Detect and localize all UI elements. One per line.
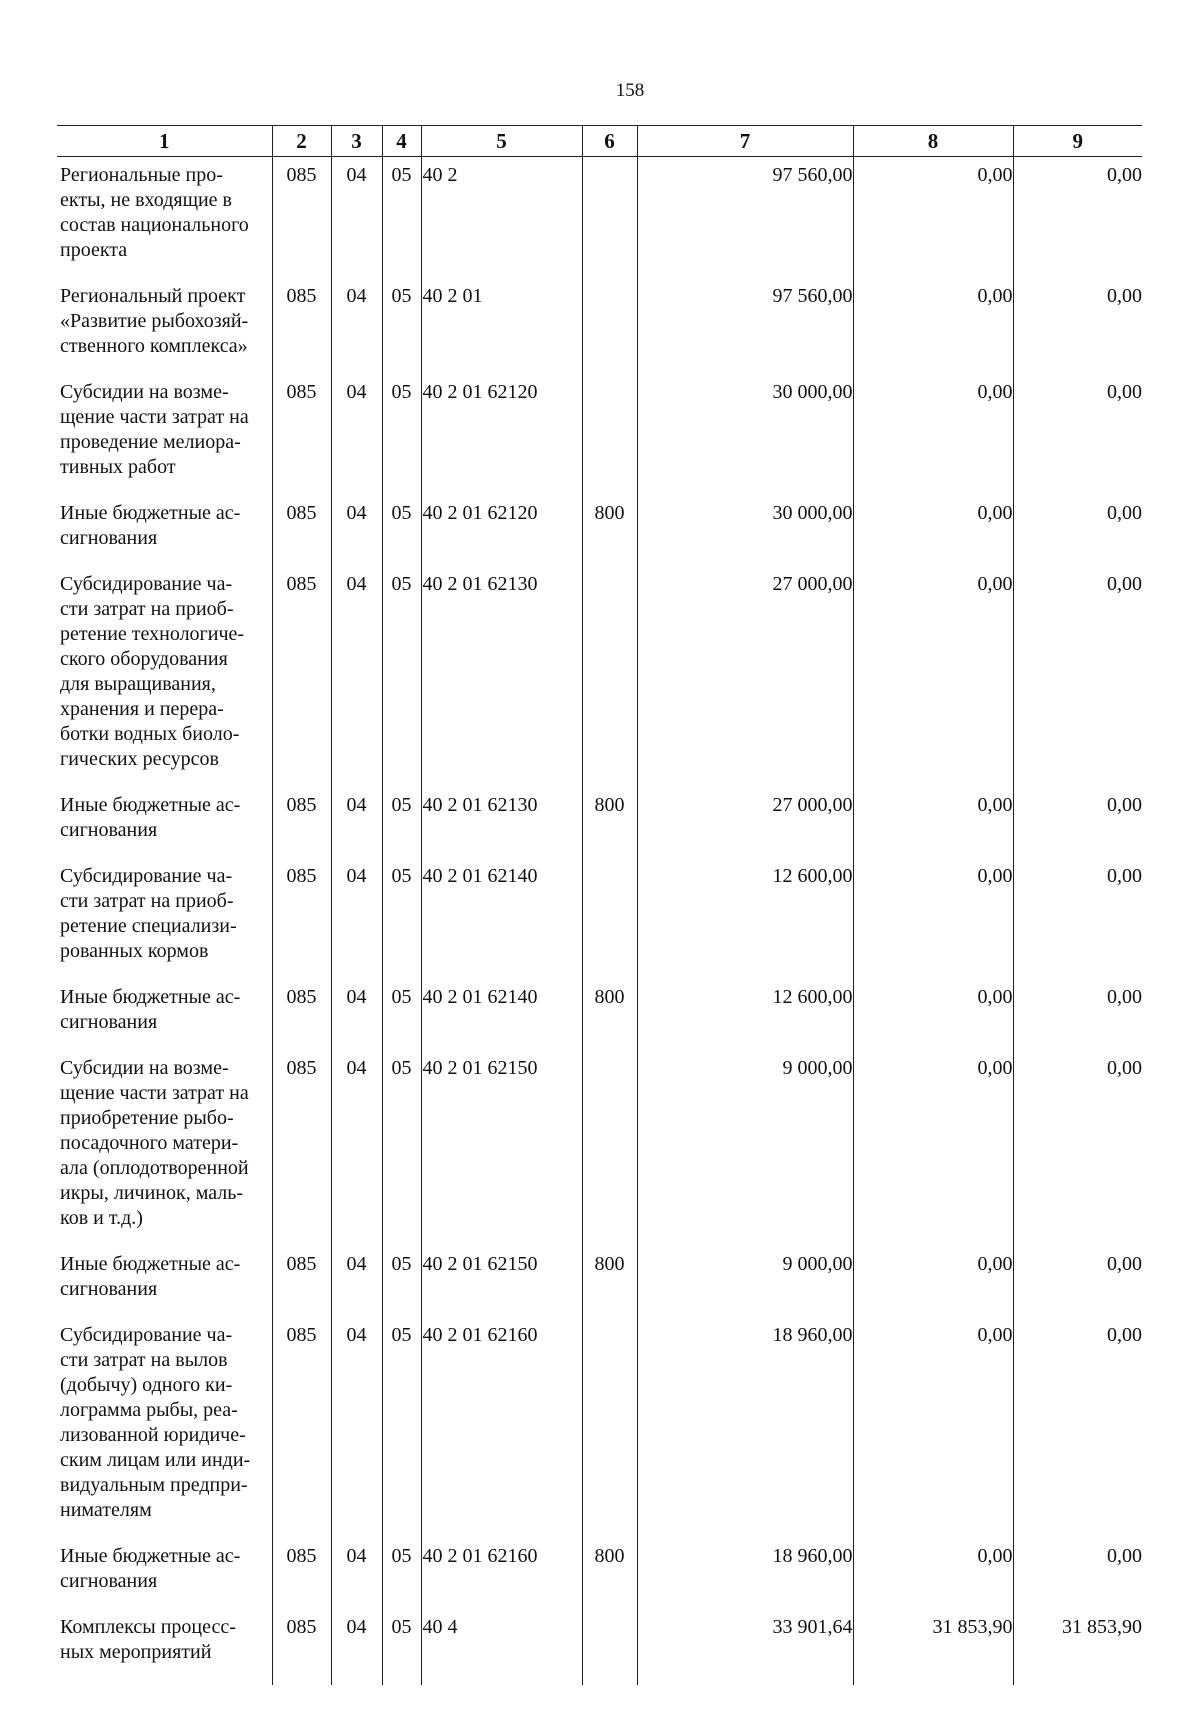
cell-amount-col8: 0,00 (853, 157, 1013, 279)
cell-section: 04 (331, 1317, 382, 1538)
cell-section: 04 (331, 374, 382, 495)
cell-target-article: 40 2 01 62130 (421, 787, 582, 858)
row-name: Иные бюджетные ас- сигнования (60, 986, 241, 1033)
cell-section: 04 (331, 979, 382, 1050)
cell-target-article: 40 2 01 (421, 278, 582, 374)
cell-amount-col9: 0,00 (1013, 374, 1142, 495)
cell-amount-col7: 18 960,00 (637, 1317, 853, 1538)
cell-expense-type (582, 858, 637, 979)
cell-section: 04 (331, 858, 382, 979)
table-row (57, 374, 1142, 495)
table-row (57, 787, 1142, 858)
row-name: Комплексы процесс- ных мероприятий (60, 1616, 236, 1663)
cell-subsection: 05 (382, 1609, 421, 1685)
cell-ministry-code: 085 (272, 1609, 331, 1685)
cell-amount-col9: 0,00 (1013, 157, 1142, 279)
table-row (57, 1050, 1142, 1246)
cell-target-article: 40 2 01 62120 (421, 374, 582, 495)
cell-subsection: 05 (382, 1317, 421, 1538)
cell-expense-type (582, 157, 637, 279)
row-name: Субсидирование ча- сти затрат на приоб- ретение специализи- рованных кормов (60, 865, 237, 962)
cell-ministry-code: 085 (272, 495, 331, 566)
cell-amount-col7: 27 000,00 (637, 566, 853, 787)
row-name: Иные бюджетные ас- сигнования (60, 794, 241, 841)
page-number: 158 (615, 80, 645, 101)
cell-ministry-code: 085 (272, 157, 331, 279)
table-body (57, 157, 1142, 1686)
cell-amount-col7: 30 000,00 (637, 495, 853, 566)
cell-amount-col8: 0,00 (853, 374, 1013, 495)
cell-target-article: 40 2 01 62160 (421, 1538, 582, 1609)
cell-amount-col7: 97 560,00 (637, 278, 853, 374)
row-name: Субсидии на возме- щение части затрат на проведение мелиора- тивных работ (60, 381, 249, 478)
cell-amount-col9: 0,00 (1013, 495, 1142, 566)
row-name: Иные бюджетные ас- сигнования (60, 502, 241, 549)
cell-section: 04 (331, 787, 382, 858)
cell-subsection: 05 (382, 278, 421, 374)
cell-amount-col7: 12 600,00 (637, 858, 853, 979)
cell-subsection: 05 (382, 787, 421, 858)
table-row (57, 858, 1142, 979)
cell-expense-type (582, 374, 637, 495)
cell-expense-type (582, 1609, 637, 1685)
cell-amount-col7: 97 560,00 (637, 157, 853, 279)
cell-expense-type: 800 (582, 979, 637, 1050)
cell-expense-type: 800 (582, 1246, 637, 1317)
column-header-2: 2 (272, 126, 331, 157)
cell-section: 04 (331, 278, 382, 374)
cell-amount-col7: 9 000,00 (637, 1246, 853, 1317)
cell-amount-col9: 0,00 (1013, 979, 1142, 1050)
row-name: Региональные про- екты, не входящие в состав национального проекта (60, 164, 249, 261)
cell-amount-col9: 0,00 (1013, 566, 1142, 787)
cell-amount-col7: 30 000,00 (637, 374, 853, 495)
cell-amount-col8: 0,00 (853, 1538, 1013, 1609)
table-row (57, 278, 1142, 374)
cell-amount-col7: 27 000,00 (637, 787, 853, 858)
cell-section: 04 (331, 1538, 382, 1609)
cell-section: 04 (331, 495, 382, 566)
cell-section: 04 (331, 566, 382, 787)
table-row (57, 566, 1142, 787)
cell-amount-col8: 0,00 (853, 566, 1013, 787)
table-row (57, 157, 1142, 279)
cell-amount-col9: 0,00 (1013, 858, 1142, 979)
cell-amount-col7: 33 901,64 (637, 1609, 853, 1685)
cell-expense-type: 800 (582, 787, 637, 858)
row-name: Субсидии на возме- щение части затрат на приобретение рыбо- посадочного матери- ала (оплодотворенной икры, личинок, маль- ков и т.д.) (60, 1057, 249, 1229)
cell-target-article: 40 2 01 62150 (421, 1246, 582, 1317)
column-header-9: 9 (1013, 126, 1142, 157)
cell-amount-col8: 0,00 (853, 1317, 1013, 1538)
column-header-3: 3 (331, 126, 382, 157)
column-header-6: 6 (582, 126, 637, 157)
cell-subsection: 05 (382, 374, 421, 495)
cell-target-article: 40 2 01 62140 (421, 979, 582, 1050)
cell-amount-col8: 0,00 (853, 278, 1013, 374)
cell-amount-col7: 12 600,00 (637, 979, 853, 1050)
row-name: Иные бюджетные ас- сигнования (60, 1253, 241, 1300)
cell-expense-type (582, 566, 637, 787)
cell-target-article: 40 2 01 62120 (421, 495, 582, 566)
table-header (57, 126, 1142, 157)
cell-amount-col9: 0,00 (1013, 1050, 1142, 1246)
cell-subsection: 05 (382, 979, 421, 1050)
cell-target-article: 40 2 01 62130 (421, 566, 582, 787)
budget-table (57, 125, 1142, 1685)
cell-amount-col9: 0,00 (1013, 1317, 1142, 1538)
cell-subsection: 05 (382, 566, 421, 787)
header-row (57, 126, 1142, 157)
cell-subsection: 05 (382, 495, 421, 566)
cell-amount-col8: 0,00 (853, 1246, 1013, 1317)
table-row (57, 495, 1142, 566)
cell-ministry-code: 085 (272, 858, 331, 979)
cell-amount-col8: 0,00 (853, 787, 1013, 858)
row-name: Субсидирование ча- сти затрат на вылов (добычу) одного ки- лограмма рыбы, реа- лизованной юридиче- ским лицам или инди- видуальным предпри- нимателям (60, 1324, 251, 1521)
column-header-5: 5 (421, 126, 582, 157)
cell-subsection: 05 (382, 1246, 421, 1317)
cell-expense-type: 800 (582, 495, 637, 566)
column-header-1: 1 (57, 126, 272, 157)
row-name: Региональный проект «Развитие рыбохозяй- ственного комплекса» (60, 285, 249, 357)
table-row (57, 1246, 1142, 1317)
cell-subsection: 05 (382, 1538, 421, 1609)
table-row (57, 979, 1142, 1050)
cell-ministry-code: 085 (272, 278, 331, 374)
cell-section: 04 (331, 1609, 382, 1685)
cell-amount-col9: 0,00 (1013, 1538, 1142, 1609)
cell-ministry-code: 085 (272, 979, 331, 1050)
cell-ministry-code: 085 (272, 566, 331, 787)
table-row (57, 1317, 1142, 1538)
cell-amount-col9: 0,00 (1013, 278, 1142, 374)
row-name: Иные бюджетные ас- сигнования (60, 1545, 241, 1592)
cell-expense-type: 800 (582, 1538, 637, 1609)
cell-amount-col8: 0,00 (853, 495, 1013, 566)
cell-target-article: 40 2 01 62150 (421, 1050, 582, 1246)
column-header-7: 7 (637, 126, 853, 157)
cell-section: 04 (331, 1246, 382, 1317)
cell-amount-col9: 31 853,90 (1013, 1609, 1142, 1685)
cell-subsection: 05 (382, 858, 421, 979)
cell-ministry-code: 085 (272, 1050, 331, 1246)
column-header-8: 8 (853, 126, 1013, 157)
cell-expense-type (582, 278, 637, 374)
cell-expense-type (582, 1050, 637, 1246)
cell-amount-col9: 0,00 (1013, 1246, 1142, 1317)
cell-section: 04 (331, 157, 382, 279)
cell-ministry-code: 085 (272, 1317, 331, 1538)
cell-ministry-code: 085 (272, 787, 331, 858)
cell-target-article: 40 2 01 62160 (421, 1317, 582, 1538)
column-header-4: 4 (382, 126, 421, 157)
cell-target-article: 40 4 (421, 1609, 582, 1685)
table-row (57, 1609, 1142, 1685)
cell-subsection: 05 (382, 1050, 421, 1246)
cell-amount-col8: 31 853,90 (853, 1609, 1013, 1685)
cell-amount-col9: 0,00 (1013, 787, 1142, 858)
cell-target-article: 40 2 (421, 157, 582, 279)
cell-target-article: 40 2 01 62140 (421, 858, 582, 979)
cell-ministry-code: 085 (272, 374, 331, 495)
row-name: Субсидирование ча- сти затрат на приоб- ретение технологиче- ского оборудования для выращивания, хранения и перера- ботки водных биоло- гических ресурсов (60, 573, 245, 770)
cell-ministry-code: 085 (272, 1246, 331, 1317)
cell-amount-col8: 0,00 (853, 858, 1013, 979)
cell-ministry-code: 085 (272, 1538, 331, 1609)
cell-amount-col8: 0,00 (853, 1050, 1013, 1246)
cell-subsection: 05 (382, 157, 421, 279)
cell-amount-col8: 0,00 (853, 979, 1013, 1050)
cell-expense-type (582, 1317, 637, 1538)
cell-amount-col7: 18 960,00 (637, 1538, 853, 1609)
cell-amount-col7: 9 000,00 (637, 1050, 853, 1246)
table-row (57, 1538, 1142, 1609)
cell-section: 04 (331, 1050, 382, 1246)
